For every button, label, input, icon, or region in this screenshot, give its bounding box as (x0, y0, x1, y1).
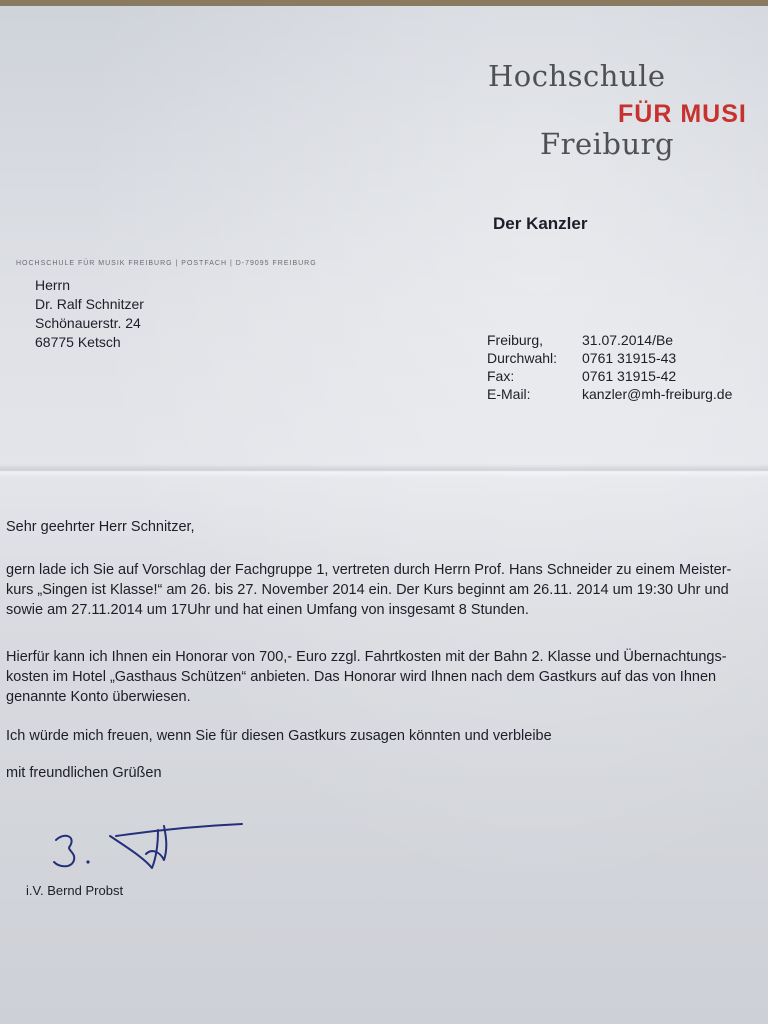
meta-row-phone (487, 349, 732, 367)
recipient-line: Schönauerstr. 24 (35, 315, 141, 331)
meta-label: Durchwahl: (487, 350, 558, 366)
meta-label: Freiburg, (487, 332, 544, 348)
recipient-line: 68775 Ketsch (35, 334, 121, 350)
text-line: genannte Konto überwiesen. (6, 689, 191, 705)
paragraph-invitation (6, 560, 761, 620)
meta-value: 31.07.2014/Be (582, 332, 674, 348)
recipient-line: Herrn (35, 277, 71, 293)
meta-value: kanzler@mh-freiburg.de (582, 386, 733, 402)
text-line: kurs „Singen ist Klasse!“ am 26. bis 27. November 2014 ein. Der Kurs beginnt am 26.11. 2014 um 19:30 Uhr und (6, 582, 729, 598)
text-line: gern lade ich Sie auf Vorschlag der Fachgruppe 1, vertreten durch Herrn Prof. Hans Schneider zu einem Meister- (6, 562, 732, 578)
text-line: sowie am 27.11.2014 um 17Uhr und hat einen Umfang von insgesamt 8 Stunden. (6, 602, 529, 618)
logo-line-2: FÜR MUSI (618, 100, 747, 128)
sender-info (487, 331, 732, 403)
meta-value: 0761 31915-42 (582, 368, 677, 384)
paragraph-request: Ich würde mich freuen, wenn Sie für diesen Gastkurs zusagen könnten und verbleibe (6, 728, 552, 744)
department-heading: Der Kanzler (493, 214, 588, 233)
meta-label: E-Mail: (487, 386, 531, 402)
salutation: Sehr geehrter Herr Schnitzer, (6, 519, 195, 535)
meta-row-fax (487, 367, 732, 385)
handwritten-signature (48, 818, 248, 878)
closing: mit freundlichen Grüßen (6, 765, 162, 781)
text-line: Hierfür kann ich Ihnen ein Honorar von 700,- Euro zzgl. Fahrtkosten mit der Bahn 2. Klasse und Übernachtungs- (6, 649, 727, 665)
meta-label: Fax: (487, 368, 515, 384)
meta-row-date (487, 331, 732, 349)
letter-page (0, 6, 768, 1024)
meta-value: 0761 31915-43 (582, 350, 677, 366)
logo-line-1: Hochschule (488, 59, 666, 93)
meta-row-email (487, 385, 732, 403)
paper-fold (0, 464, 768, 478)
signer-name: i.V. Bernd Probst (26, 883, 124, 898)
text-line: kosten im Hotel „Gasthaus Schützen“ anbieten. Das Honorar wird Ihnen nach dem Gastkurs auf das von Ihnen (6, 669, 717, 685)
recipient-line: Dr. Ralf Schnitzer (35, 296, 144, 312)
logo-line-3: Freiburg (540, 127, 675, 161)
paragraph-fee (6, 647, 761, 707)
recipient-address (35, 276, 144, 352)
return-address: HOCHSCHULE FÜR MUSIK FREIBURG | POSTFACH | D-79095 FREIBURG (16, 260, 317, 267)
